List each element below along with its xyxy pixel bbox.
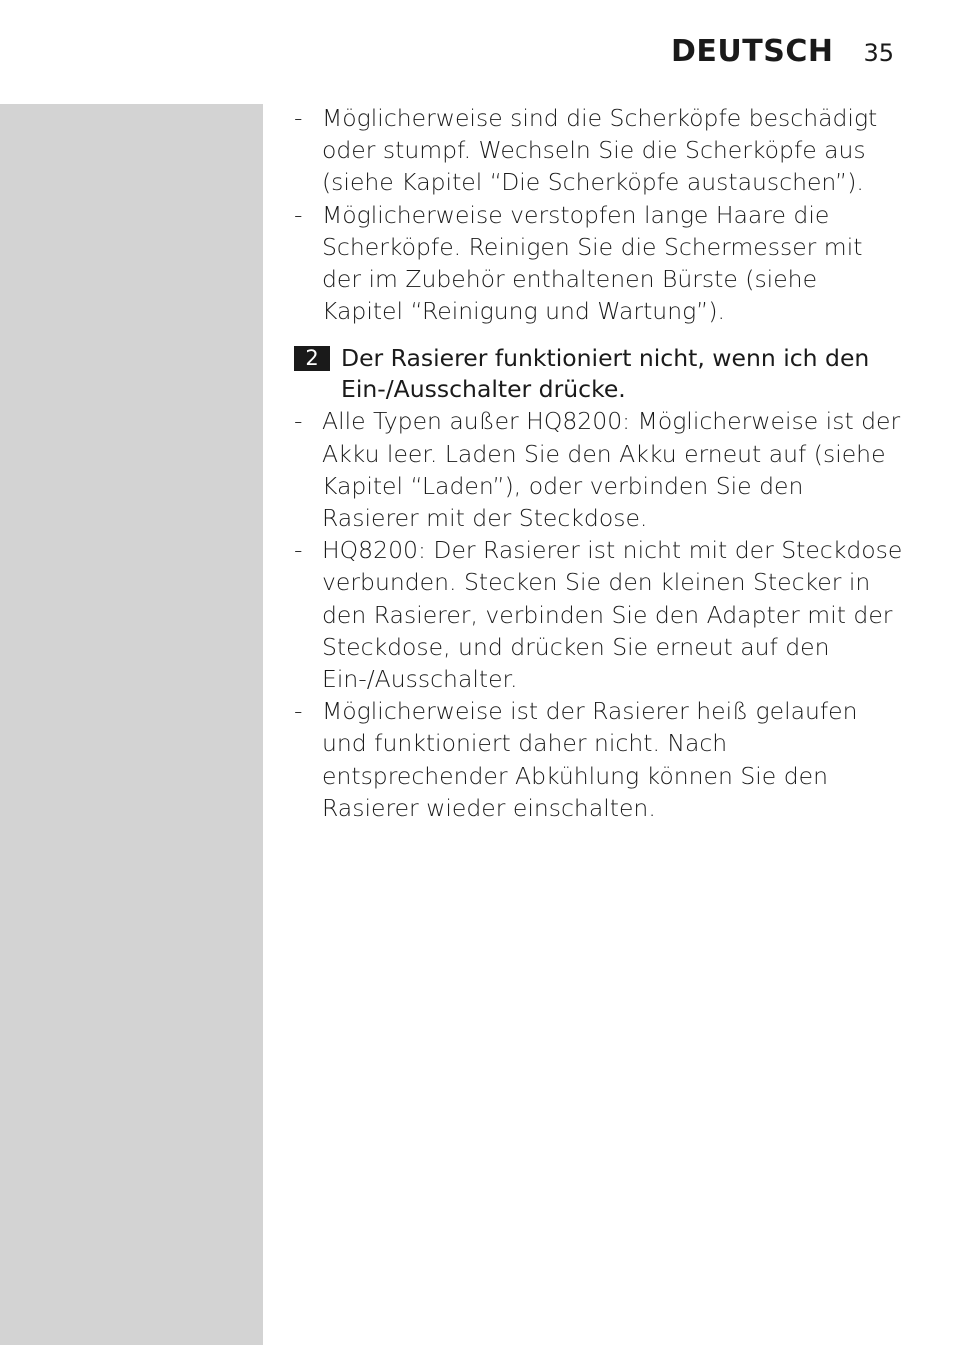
list-item (294, 405, 904, 534)
list-item-text: Möglicherweise sind die Scherköpfe beschädigt oder stumpf. Wechseln Sie die Scherköpfe aus (siehe Kapitel “Die Scherköpfe austauschen”). (322, 104, 878, 197)
list-item-text: Alle Typen außer HQ8200: Möglicherweise ist der Akku leer. Laden Sie den Akku erneut auf (siehe Kapitel “Laden”), oder verbinden Sie den Rasierer mit der Steckdose. (322, 407, 901, 533)
step-number-badge: 2 (294, 346, 330, 371)
list-item (294, 102, 904, 199)
gray-margin-panel (0, 104, 263, 1345)
list-item-text: Möglicherweise ist der Rasierer heiß gelaufen und funktioniert daher nicht. Nach entsprechender Abkühlung können Sie den Rasierer wieder einschalten. (322, 697, 858, 822)
page-header (671, 34, 894, 69)
list-item (294, 199, 904, 328)
page-number: 35 (863, 39, 894, 67)
step-title: Der Rasierer funktioniert nicht, wenn ich den Ein-/Ausschalter drücke. (341, 344, 870, 404)
list-item-text: Möglicherweise verstopfen lange Haare die Scherköpfe. Reinigen Sie die Schermesser mit der im Zubehör enthaltenen Bürste (siehe Kapitel “Reinigung und Wartung”). (322, 200, 863, 326)
bullet-dash: - (294, 200, 303, 229)
bullet-dash: - (294, 697, 303, 726)
list-item-text: HQ8200: Der Rasierer ist nicht mit der Steckdose verbunden. Stecken Sie den kleinen Stecker in den Rasierer, verbinden Sie den Adapter mit der Steckdose, und drücken Sie erneut auf den Ein-/Ausschalter. (322, 536, 903, 694)
list-item (294, 534, 904, 695)
bullet-dash: - (294, 104, 303, 132)
bullet-dash: - (294, 536, 303, 565)
bullet-dash: - (294, 407, 303, 436)
main-content (294, 102, 904, 824)
list-item (294, 695, 904, 824)
section-title: DEUTSCH (671, 34, 834, 69)
step-heading (294, 343, 904, 405)
